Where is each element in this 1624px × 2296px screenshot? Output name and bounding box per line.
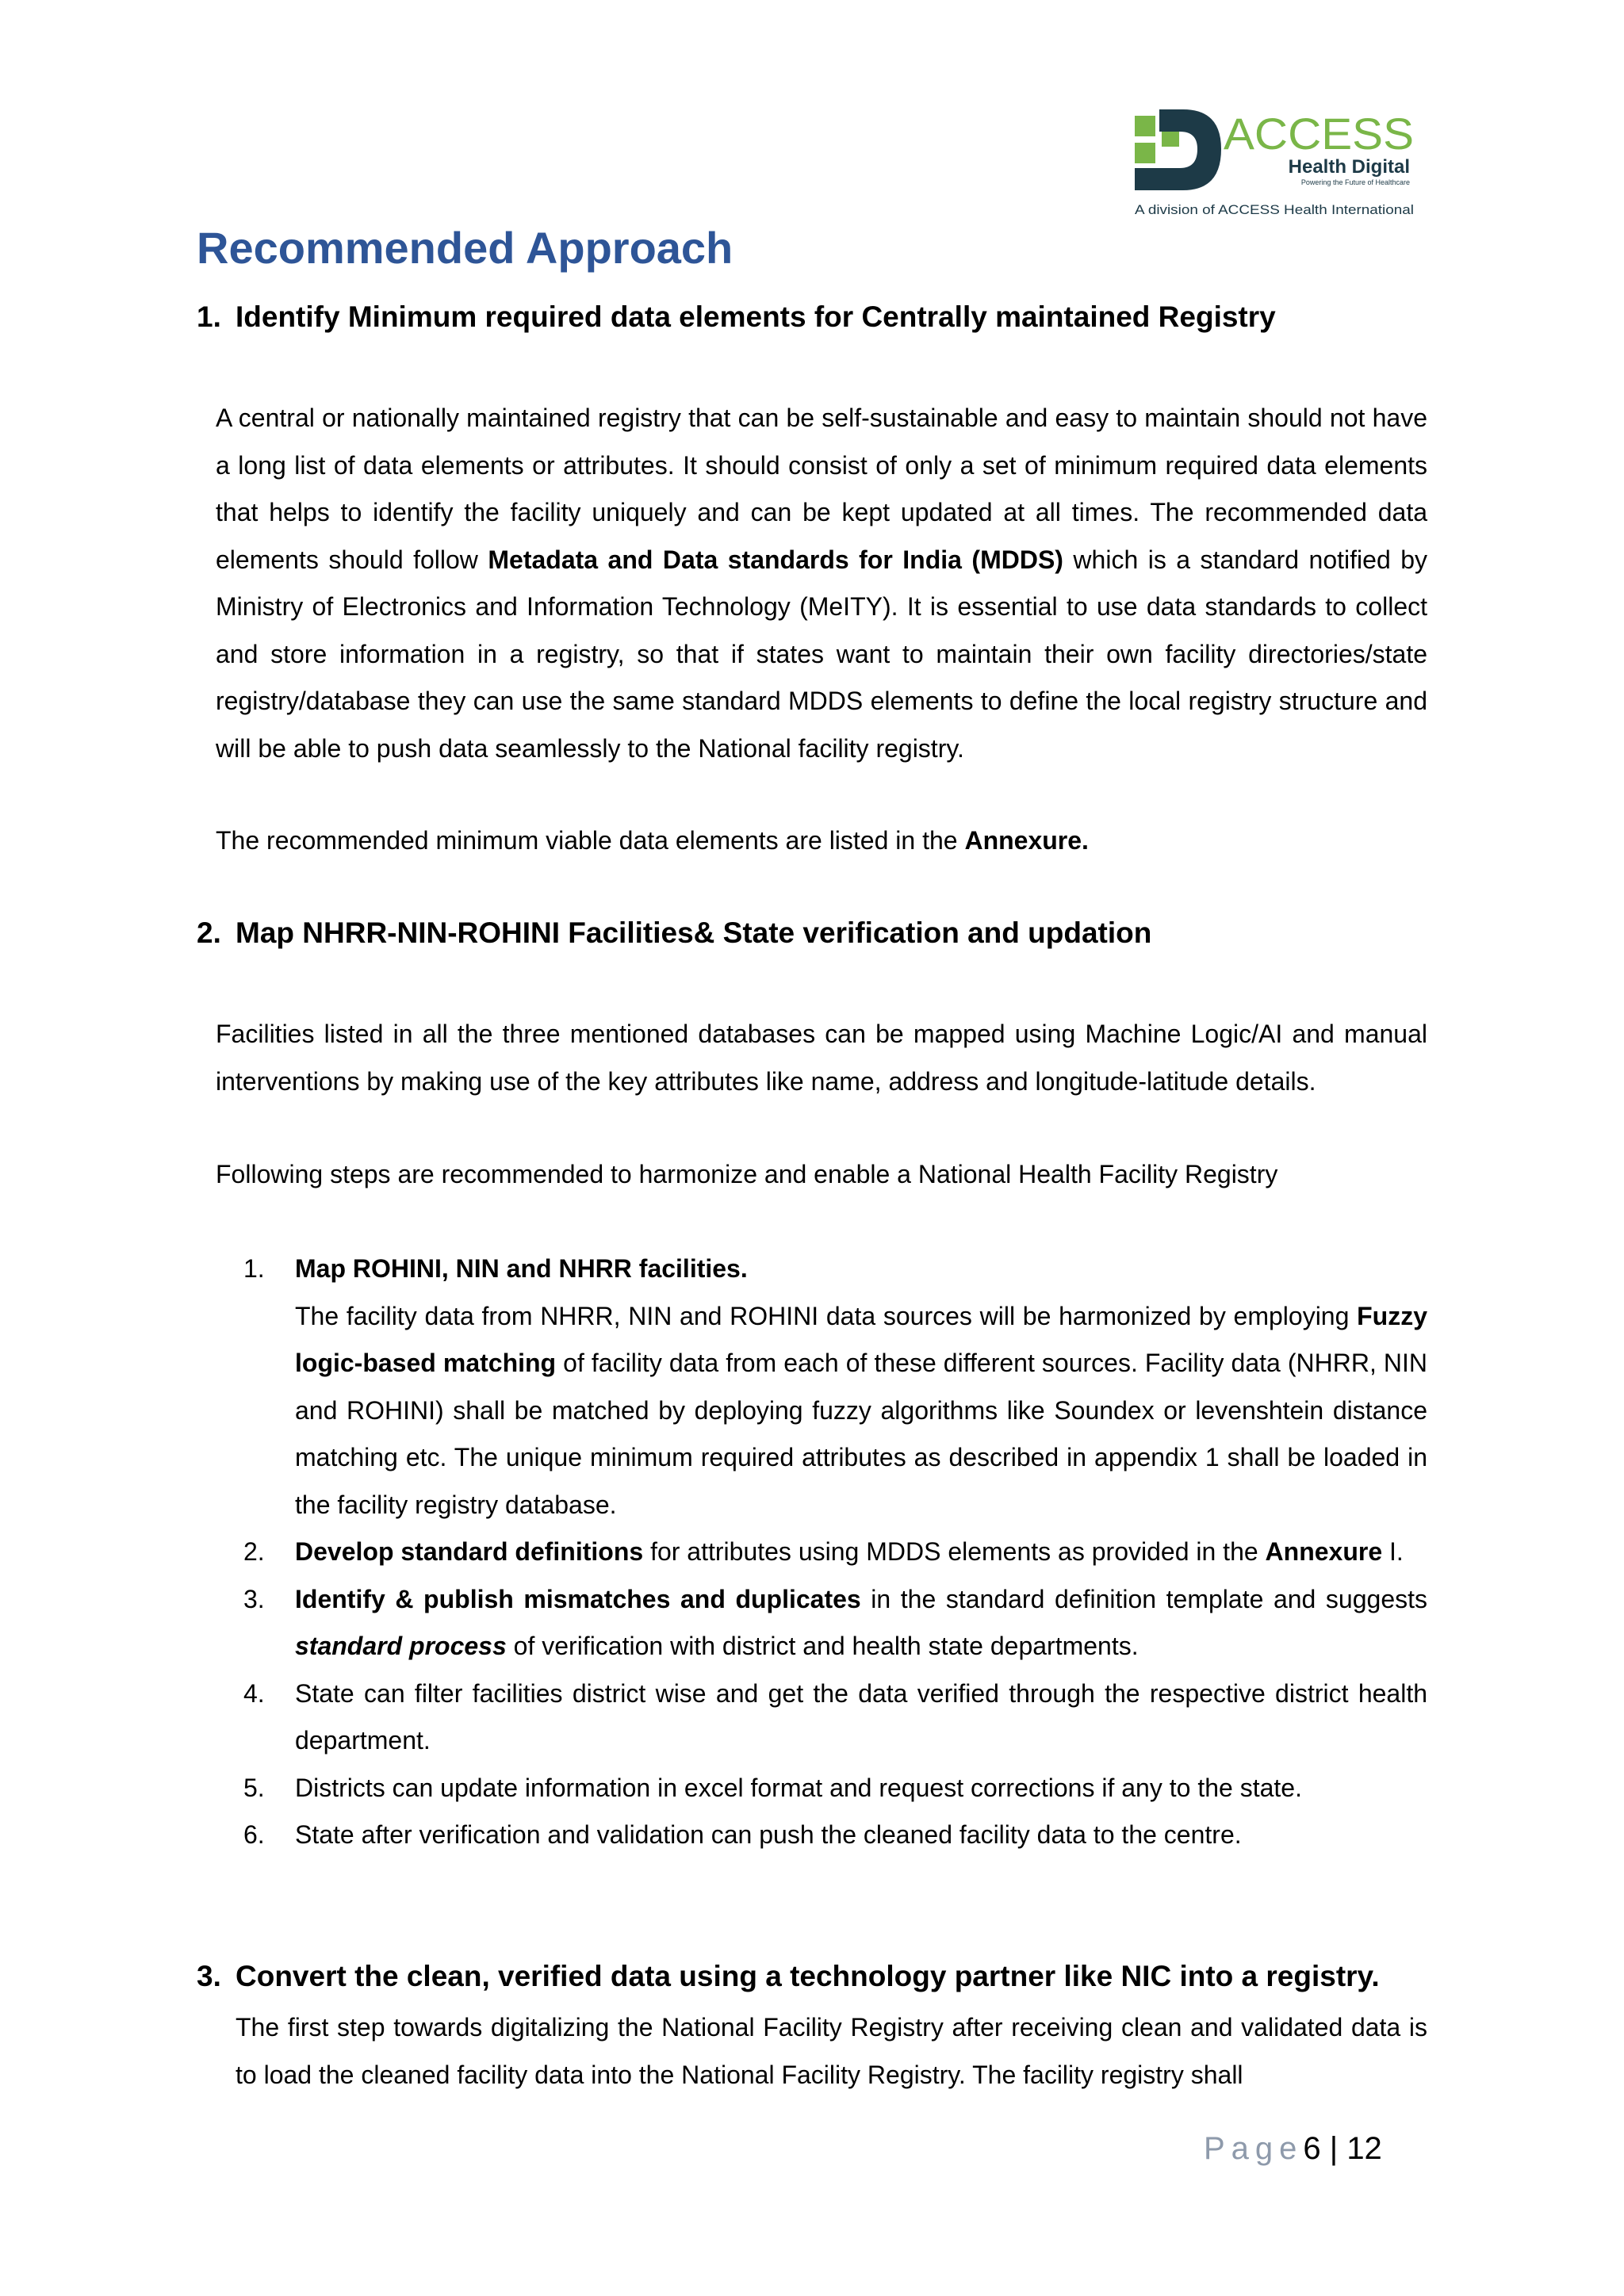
logo-graphic — [1132, 101, 1418, 220]
page-number-footer — [1204, 2131, 1382, 2167]
section-1-number: 1. — [197, 300, 221, 333]
logo-sub-text: Health Digital — [1288, 156, 1410, 178]
section-3-number: 3. — [197, 1960, 221, 1992]
section-3-heading — [197, 1960, 1380, 1993]
total-pages: 12 — [1346, 2131, 1382, 2166]
logo-d-shape — [1159, 109, 1221, 190]
current-page-number: 6 — [1303, 2131, 1321, 2166]
standard-process-bold-italic: standard process — [295, 1632, 507, 1660]
mdds-bold-text: Metadata and Data standards for India (MDDS) — [488, 545, 1063, 574]
step-1-text-a: The facility data from NHRR, NIN and ROHINI data sources will be harmonized by employing — [295, 1301, 1358, 1330]
step-2-text-d: I. — [1382, 1537, 1404, 1566]
step-2-text-b: for attributes using MDDS elements as provided in the — [643, 1537, 1266, 1566]
step-6 — [243, 1812, 1427, 1859]
page-title: Recommended Approach — [197, 223, 733, 273]
logo-square-2 — [1135, 143, 1155, 163]
logo-d-foot — [1135, 168, 1159, 190]
step-4 — [243, 1670, 1427, 1765]
section-3-paragraph: The first step towards digitalizing the National Facility Registry after receiving clean and validated data is to load the cleaned facility data into the National Facility Registry. The facility registry shall — [236, 2013, 1427, 2089]
section-1-annexure-line — [216, 817, 1089, 865]
logo-tagline-text: Powering the Future of Healthcare — [1300, 178, 1410, 186]
step-6-text: State after verification and validation can push the cleaned facility data to the centre. — [295, 1820, 1242, 1849]
step-2-bold-text: Develop standard definitions — [295, 1537, 644, 1566]
section-1-text-a: A central or nationally maintained registry that can be self-sustainable and easy to maintain should not have a long list of data elements or attributes. It should consist of only a set of minimum required data elements that helps to identify the facility uniquely and can be kept updated at all times. The recommended data elements should follow — [216, 404, 1427, 574]
step-6-number: 6. — [243, 1820, 265, 1849]
step-1-title: Map ROHINI, NIN and NHRR facilities. — [295, 1254, 748, 1283]
section-2-title: Map NHRR-NIN-ROHINI Facilities& State verification and updation — [236, 916, 1152, 949]
logo-division-text: A division of ACCESS Health International — [1135, 202, 1414, 217]
section-1-heading — [197, 300, 1276, 334]
page-word: Page — [1204, 2131, 1304, 2166]
step-5 — [243, 1765, 1427, 1812]
logo-square-3 — [1162, 129, 1179, 147]
section-1-text-c: which is a standard notified by Ministry of Electronics and Information Technology (MeITY). It is essential to use data standards to collect and store information in a registry, so that if states want to maintain their own facility directories/state registry/database they can use the same standard MDDS elements to define the local registry structure and will be able to push data seamlessly to the National facility registry. — [216, 545, 1428, 763]
step-3-number: 3. — [243, 1584, 265, 1613]
section-2-steps-list — [243, 1246, 1427, 1859]
step-4-number: 4. — [243, 1678, 265, 1708]
step-1-text-c: of facility data from each of these different sources. Facility data (NHRR, NIN and ROHINI) shall be matched by deploying fuzzy algorithms like Soundex or levenshtein distance matching etc. The unique minimum required attributes as described in appendix 1 shall be loaded in the facility registry database. — [295, 1349, 1428, 1519]
step-1 — [243, 1246, 1427, 1529]
step-3-text-d: of verification with district and health state departments. — [506, 1632, 1139, 1660]
fuzzy-logic-bold-text: Fuzzy logic-based matching — [295, 1301, 1427, 1377]
step-4-text: State can filter facilities district wise and get the data verified through the respective district health department. — [295, 1678, 1427, 1755]
step-5-text: Districts can update information in excel format and request corrections if any to the state. — [295, 1773, 1302, 1802]
logo-brand-text: ACCESS — [1224, 109, 1414, 159]
step-2-number: 2. — [243, 1537, 265, 1566]
step-3-bold-text: Identify & publish mismatches and duplicates — [295, 1584, 861, 1613]
section-3-title: Convert the clean, verified data using a technology partner like NIC into a registry. — [236, 1960, 1380, 1992]
access-health-digital-logo — [1132, 101, 1418, 220]
page-separator: | — [1329, 2131, 1339, 2166]
step-2-annexure-bold: Annexure — [1265, 1537, 1383, 1566]
annexure-bold-text: Annexure. — [964, 826, 1089, 855]
section-2-paragraph: Facilities listed in all the three mentioned databases can be mapped using Machine Logic/AI and manual interventions by making use of the key attributes like name, address and longitude-latitude details. — [216, 1020, 1427, 1096]
section-1-title: Identify Minimum required data elements for Centrally maintained Registry — [236, 300, 1276, 333]
step-5-number: 5. — [243, 1773, 265, 1802]
section-2-intro-line: Following steps are recommended to harmonize and enable a National Health Facility Registry — [216, 1160, 1278, 1188]
logo-square-1 — [1135, 116, 1155, 136]
annexure-line-text: The recommended minimum viable data elements are listed in the — [216, 826, 965, 855]
section-2-number: 2. — [197, 916, 221, 949]
step-3 — [243, 1576, 1427, 1670]
section-1-paragraph — [216, 395, 1427, 772]
step-2 — [243, 1529, 1427, 1576]
section-2-heading — [197, 916, 1151, 950]
step-1-number: 1. — [243, 1254, 265, 1283]
step-3-text-b: in the standard definition template and suggests — [860, 1584, 1428, 1613]
